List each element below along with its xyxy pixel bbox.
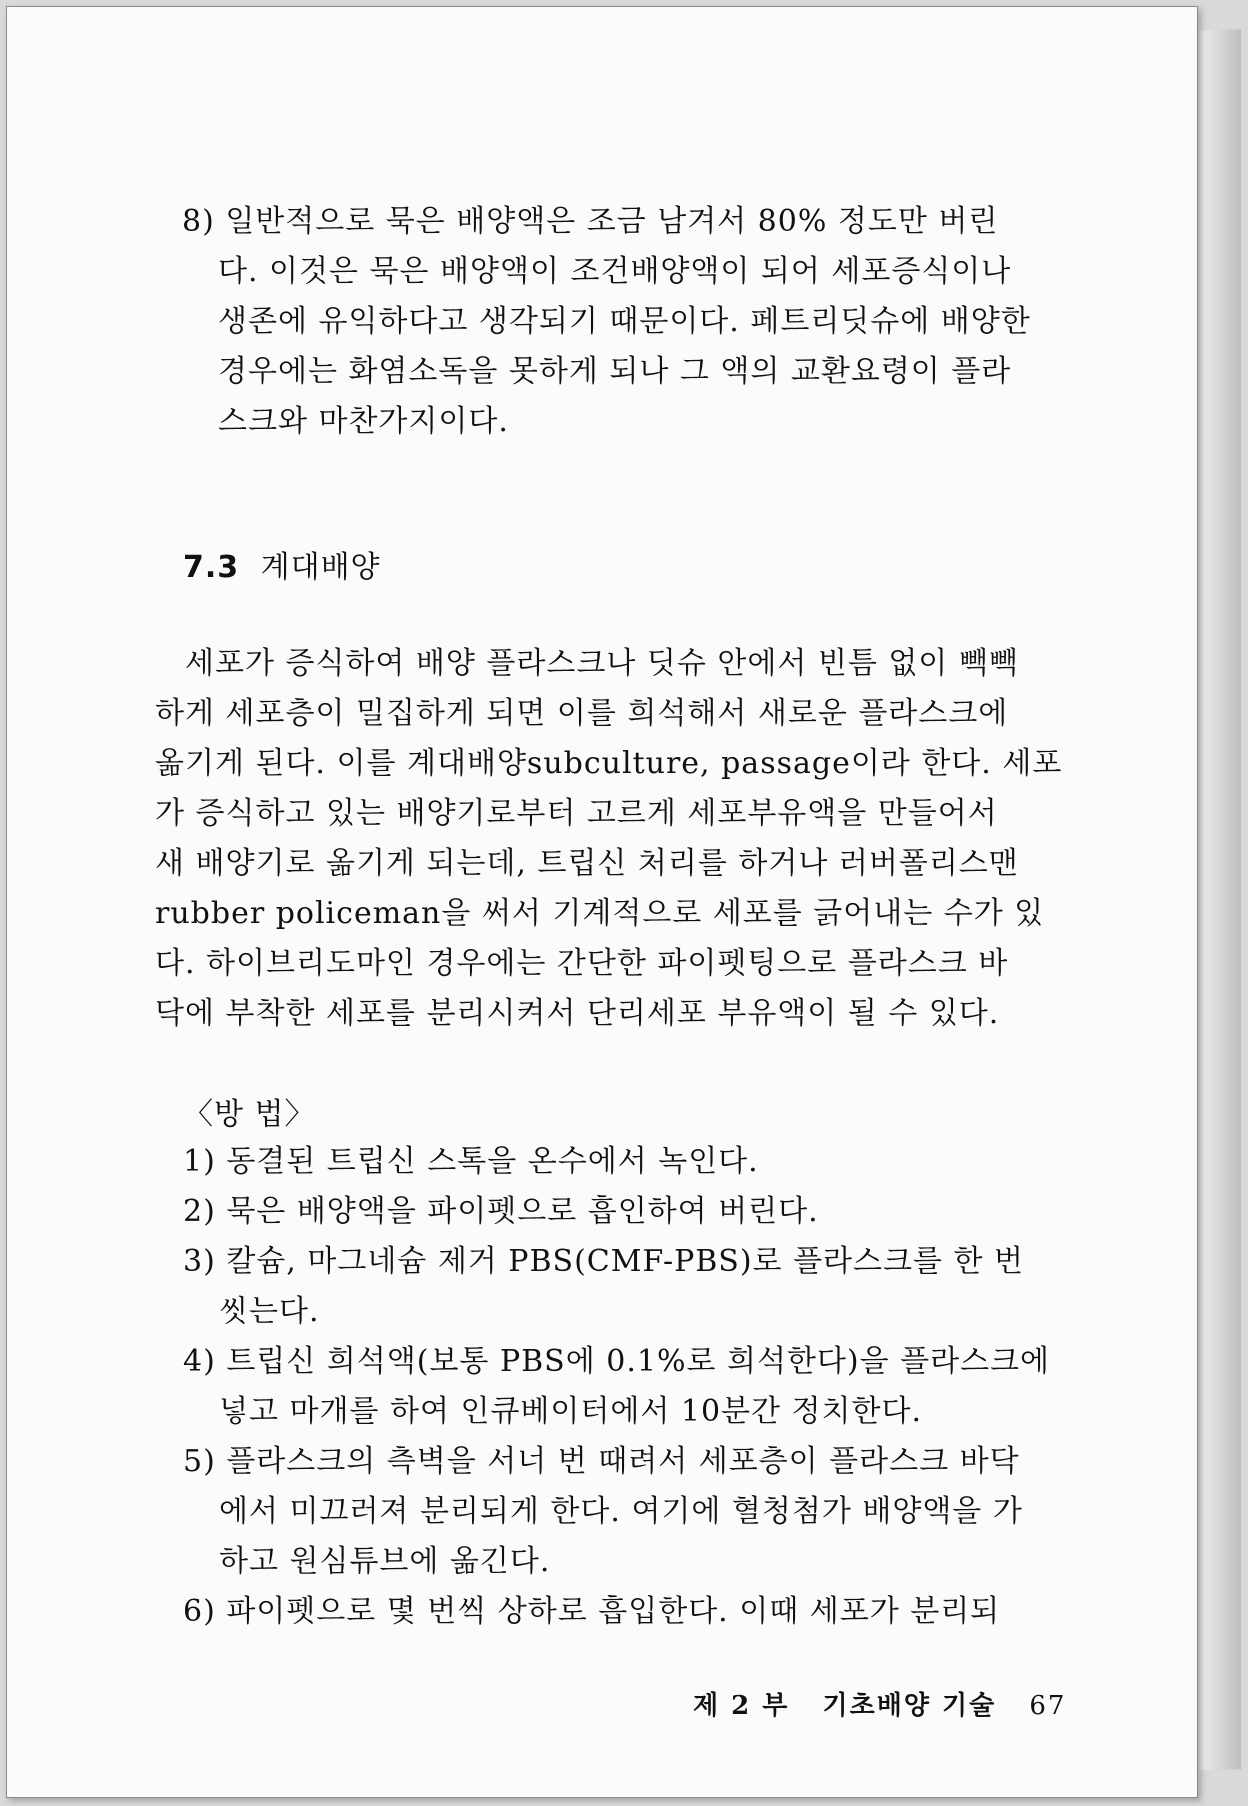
book-page <box>6 6 1198 1798</box>
step-line: 에서 미끄러져 분리되게 한다. 여기에 혈청첨가 배양액을 가 <box>219 1494 1023 1529</box>
footer-part: 제 2 부 <box>693 1691 790 1721</box>
section-title: 계대배양 <box>260 550 381 585</box>
step-line: 6) 파이펫으로 몇 번씩 상하로 흡입한다. 이때 세포가 분리되 <box>183 1594 1001 1629</box>
text-line: 다. 하이브리도마인 경우에는 간단한 파이펫팅으로 플라스크 바 <box>155 946 1009 981</box>
page-footer <box>693 1685 1066 1722</box>
step-line: 하고 원심튜브에 옮긴다. <box>219 1544 551 1579</box>
text-line: 생존에 유익하다고 생각되기 때문이다. 페트리딧슈에 배양한 <box>218 304 1031 339</box>
text-line: 가 증식하고 있는 배양기로부터 고르게 세포부유액을 만들어서 <box>155 796 998 831</box>
step-line: 1) 동결된 트립신 스톡을 온수에서 녹인다. <box>183 1144 759 1179</box>
section-number: 7.3 <box>183 550 240 585</box>
text-line: 스크와 마찬가지이다. <box>218 404 509 439</box>
item-8-paragraph <box>182 197 1031 447</box>
step-line: 2) 묵은 배양액을 파이펫으로 흡인하여 버린다. <box>183 1194 819 1229</box>
text-line: 다. 이것은 묵은 배양액이 조건배양액이 되어 세포증식이나 <box>218 254 1012 289</box>
text-line: 경우에는 화염소독을 못하게 되나 그 액의 교환요령이 플라 <box>218 354 1012 389</box>
text-line: 새 배양기로 옮기게 되는데, 트립신 처리를 하거나 러버폴리스맨 <box>155 846 1019 881</box>
text-line: 하게 세포층이 밀집하게 되면 이를 희석해서 새로운 플라스크에 <box>155 696 1009 731</box>
step-line: 3) 칼슘, 마그네슘 제거 PBS(CMF-PBS)로 플라스크를 한 번 <box>183 1244 1025 1279</box>
step-line: 넣고 마개를 하여 인큐베이터에서 10분간 정치한다. <box>219 1394 922 1429</box>
section-paragraph <box>155 639 1062 1039</box>
section-heading <box>183 542 381 586</box>
method-label: 〈방 법〉 <box>183 1097 316 1132</box>
text-line: 옮기게 된다. 이를 계대배양subculture, passage이라 한다. 세포 <box>155 746 1063 781</box>
page-number: 67 <box>1029 1691 1067 1721</box>
text-line: rubber policeman을 써서 기계적으로 세포를 긁어내는 수가 있 <box>155 896 1045 931</box>
text-line: 닥에 부착한 세포를 분리시켜서 단리세포 부유액이 될 수 있다. <box>155 996 1000 1031</box>
method-steps <box>183 1137 1050 1637</box>
text-line: 세포가 증식하여 배양 플라스크나 딧슈 안에서 빈틈 없이 빽빽 <box>185 646 1019 681</box>
step-line: 씻는다. <box>219 1294 320 1329</box>
step-line: 5) 플라스크의 측벽을 서너 번 때려서 세포층이 플라스크 바닥 <box>183 1444 1020 1479</box>
text-line: 8) 일반적으로 묵은 배양액은 조금 남겨서 80% 정도만 버린 <box>182 204 999 239</box>
footer-chapter: 기초배양 기술 <box>822 1691 997 1721</box>
step-line: 4) 트립신 희석액(보통 PBS에 0.1%로 희석한다)을 플라스크에 <box>183 1344 1051 1379</box>
